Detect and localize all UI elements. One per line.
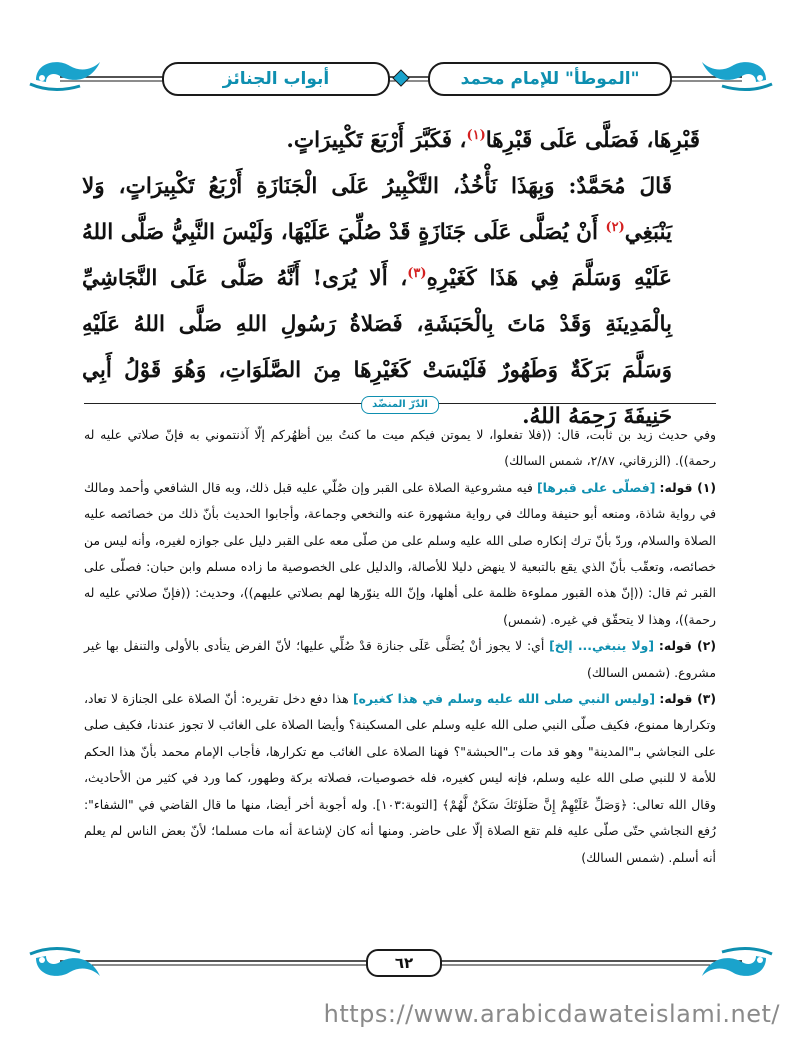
footnote-marker-2: (٢) — [605, 219, 625, 235]
main-paragraph-1 — [82, 118, 700, 164]
note-3-text: هذا دفع دخل تقريره: أنّ الصلاة على الجنازة لا تعاد، وتكرارها ممنوع، فكيف صلّى النبي صلى الله عليه وسلم على المسكينة؟ وأيضا الصلاة على الغائب لا تجوز عندنا، فكيف صلى على النجاشي بـ"المدينة" وهو قد مات بـ"الحبشة"؟ فهنا الصلاة على الغائب مع تكرارها، فأجاب الإمام محمد بأنّ هذا الحكم للأمة لا للنبي صلى الله عليه وسلم، فإنه ليس كغيره، فله خصوصيات، فصلاته بركة وطهور، كما ورد في كثير من الأحاديث، وقال الله تعالى: ﴿وَصَلِّ عَلَيْهِمْ إِنَّ صَلَوٰتَكَ سَكَنٌ لَّهُمْ﴾ [التوبة:١٠٣]. وله أجوبة أخر أيضا، منها ما قال القاضي في "الشفاء": رُفع النجاشي حتّى صلّى عليه فلم تقع الصلاة إلّا على حاضر. ومنها أنه كان لإشاعة أنه مات مسلما؛ لأنّ بعض الناس لم يعلم أنه أسلم. (شمس السالك) — [84, 691, 716, 865]
footnote-marker-3: (٣) — [407, 265, 427, 281]
note-1-text: فيه مشروعية الصلاة على القبر وإن صُلّي عليه قبل ذلك، وبه قال الشافعي وأحمد ومالك في رواية شاذة، ومنعه أبو حنيفة ومالك في رواية مشهورة عنه والنخعي وجماعة، وأجابوا الحديث بأنّ ذلك من خصائصه عليه الصلاة والسلام، وردّ بأنّ ترك إنكاره صلى الله عليه وسلم على من صلّى معه على القبر دليل على جوازه لغيره، وأنه ليس من خصائصه، وتعقّب بأنّ الذي يقع بالتبعية لا ينهض دليلا للأصالة، والدليل على الخصوصية ما زاده مسلم وابن حبان: فصلّى على القبر ثم قال: ((إنّ هذه القبور مملوءة ظلمة على أهلها، وإنّ الله ينوّرها لهم بصلاتي عليهم))، وحديث: ((فإنّ صلاتي عليه له رحمة))، وهذا لا يتحقّق في غيره. (شمس) — [84, 479, 716, 627]
note-1-number: (١) قوله: — [659, 479, 716, 495]
page-header — [0, 40, 802, 100]
note-3-number: (٣) قوله: — [659, 691, 716, 707]
note-2-text: أي: لا يجوز أنْ يُصَلَّى عَلَى جنازة قدْ صُلِّي عليها؛ لأنّ الفرض يتأدى بالأولى والتنفل بها غير مشروع. (شمس السالك) — [84, 638, 716, 680]
header-book-title: "الموطأ" للإمام محمد — [428, 62, 672, 96]
page-footer — [0, 930, 802, 990]
main-text-segment: قَبْرِهَا، فَصَلَّى عَلَى قَبْرِهَا — [485, 128, 700, 153]
note-1-quote: [فصلّى على قبرها] — [536, 479, 656, 495]
note-2-quote: [ولا ينبغي... إلخ] — [549, 638, 655, 654]
page-number: ٦٢ — [366, 949, 442, 977]
divider-label: الدّرّ المنضّد — [361, 396, 439, 414]
note-1 — [84, 475, 716, 633]
main-text-segment: أَنْ يُصَلَّى عَلَى جَنَازَةٍ قَدْ صُلِّيَ عَلَيْهَا، وَلَيْسَ النَّبِيُّ صَلَّى اللهُ عَلَيْهِ وَسَلَّمَ فِي هَذَا كَغَيْرِهِ — [82, 220, 672, 291]
note-3 — [84, 686, 716, 871]
watermark-url: https://www.arabicdawateislami.net/ — [323, 1000, 780, 1028]
commentary-divider — [84, 396, 716, 412]
main-text — [82, 118, 700, 440]
main-text-segment: ، أَلا يُرَى! أَنَّهُ صَلَّى عَلَى النَّجَاشِيِّ بِالْمَدِينَةِ وَقَدْ مَاتَ بِالْحَبَشَةِ، فَصَلاةُ رَسُولِ اللهِ صَلَّى اللهُ عَلَيْهِ وَسَلَّمَ بَرَكَةٌ وَطَهُورٌ فَلَيْسَتْ كَغَيْرِهَا مِنَ الصَّلَوَاتِ، وَهُوَ قَوْلُ أَبِي حَنِيفَةَ رَحِمَهُ اللهُ. — [82, 266, 672, 429]
note-2-number: (٢) قوله: — [658, 638, 716, 654]
note-intro: وفي حديث زيد بن ثابت، قال: ((فلا تفعلوا، لا يموتن فيكم ميت ما كنتُ بين أظهُركم إلّا آذنتموني به فإنّ صلاتي عليه له رحمة)). (الزرقاني، ٢/٨٧، شمس السالك) — [84, 427, 716, 469]
note-2 — [84, 633, 716, 686]
header-chapter-title: أبواب الجنائز — [162, 62, 390, 96]
note-3-quote: [وليس النبي صلى الله عليه وسلم في هذا كغيره] — [352, 691, 656, 707]
footnote-marker-1: (١) — [466, 127, 486, 143]
main-text-segment: قَالَ مُحَمَّدٌ: وَبِهَذَا نَأْخُذُ، التَّكْبِيرُ عَلَى الْجَنَازَةِ أَرْبَعُ تَكْبِيرَاتٍ، وَلا يَنْبَغِي — [82, 174, 672, 245]
header-ornament — [0, 40, 802, 100]
commentary-notes — [84, 422, 716, 871]
main-text-segment: ، فَكَبَّرَ أَرْبَعَ تَكْبِيرَاتٍ. — [286, 128, 467, 153]
